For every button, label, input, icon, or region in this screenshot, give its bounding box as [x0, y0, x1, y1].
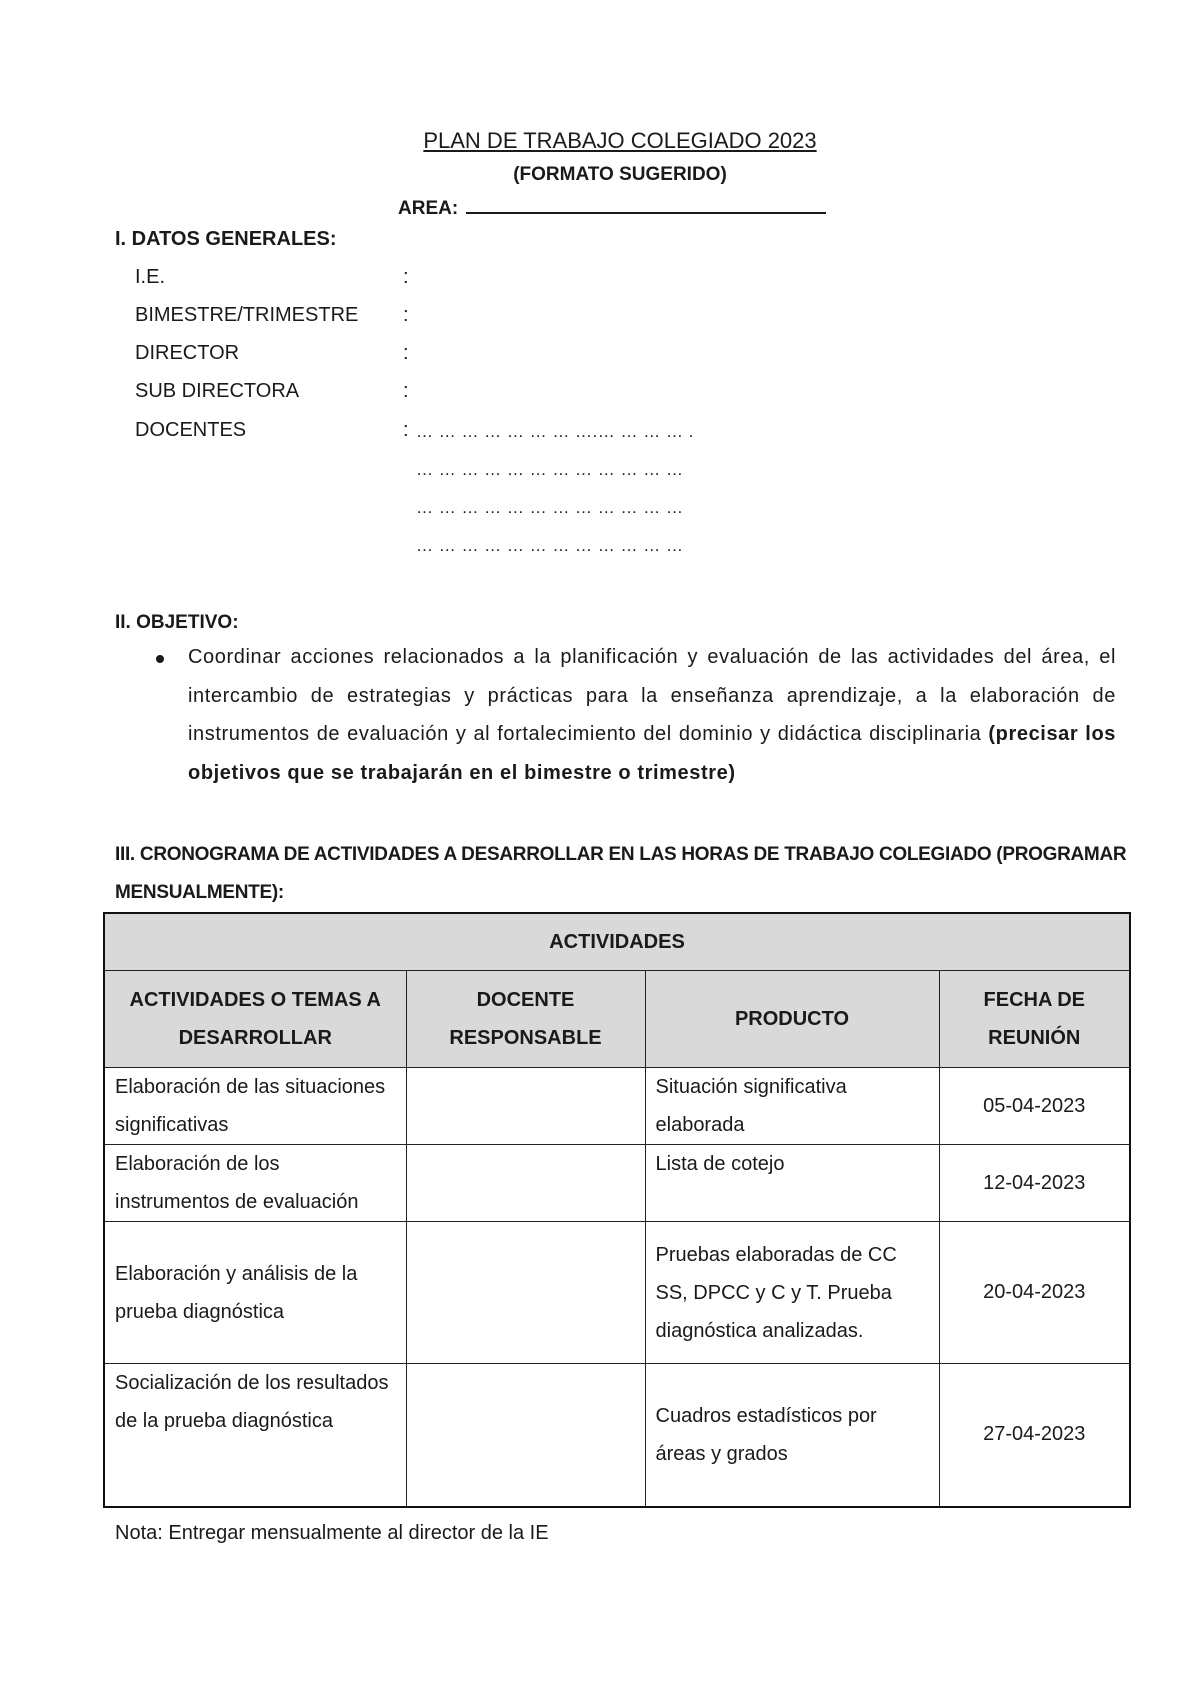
cell-docente	[406, 1222, 645, 1364]
footer-note: Nota: Entregar mensualmente al director de la IE	[115, 1522, 549, 1544]
field-colon: :	[403, 419, 409, 441]
activities-table	[103, 912, 1131, 1508]
docentes-line: … … … … … … … … … … … …	[416, 460, 684, 479]
docentes-line: … … … … … … … ….… … … … .	[416, 422, 694, 441]
header-producto: PRODUCTO	[645, 971, 939, 1068]
field-label-ie: I.E.	[135, 266, 166, 288]
table-row	[104, 1364, 1130, 1507]
cell-fecha: 27-04-2023	[939, 1364, 1130, 1507]
table-row	[104, 1068, 1130, 1145]
document-subtitle: (FORMATO SUGERIDO)	[513, 164, 727, 185]
area-label: AREA:	[398, 198, 459, 219]
objective-bold-text: (precisar los objetivos que se trabajarán en el bimestre o trimestre)	[188, 723, 1117, 784]
bullet-icon	[156, 655, 164, 663]
cell-fecha: 20-04-2023	[939, 1222, 1130, 1364]
objective-text: Coordinar acciones relacionados a la planificación y evaluación de las actividades del área, el intercambio de estrategias y prácticas para la enseñanza aprendizaje, a la elaboración de instrumentos de evaluación y al fortalecimiento del dominio y didáctica disciplinaria	[188, 646, 1116, 745]
area-field	[398, 196, 826, 220]
header-fecha: FECHA DE REUNIÓN	[939, 971, 1130, 1068]
table-row	[104, 1222, 1130, 1364]
header-docente: DOCENTE RESPONSABLE	[406, 971, 645, 1068]
cell-actividad: Socialización de los resultados de la prueba diagnóstica	[104, 1364, 406, 1507]
field-label-subdirectora: SUB DIRECTORA	[135, 380, 300, 402]
objective-paragraph	[188, 638, 1116, 792]
docentes-line: … … … … … … … … … … … …	[416, 536, 684, 555]
cell-producto: Pruebas elaboradas de CC SS, DPCC y C y T. Prueba diagnóstica analizadas.	[645, 1222, 939, 1364]
field-colon: :	[403, 304, 409, 326]
cell-actividad: Elaboración de las situaciones significativas	[104, 1068, 406, 1145]
area-blank-line	[466, 196, 826, 214]
cell-docente	[406, 1364, 645, 1507]
cell-docente	[406, 1145, 645, 1222]
cell-fecha: 12-04-2023	[939, 1145, 1130, 1222]
table-row	[104, 1145, 1130, 1222]
cell-actividad: Elaboración y análisis de la prueba diagnóstica	[104, 1222, 406, 1364]
section-2-heading: II. OBJETIVO:	[115, 612, 239, 633]
document-title: PLAN DE TRABAJO COLEGIADO 2023	[423, 128, 817, 153]
cell-actividad: Elaboración de los instrumentos de evaluación	[104, 1145, 406, 1222]
field-label-director: DIRECTOR	[135, 342, 240, 364]
field-colon: :	[403, 342, 409, 364]
field-colon: :	[403, 266, 409, 288]
section-1-heading: I. DATOS GENERALES:	[115, 228, 337, 250]
header-actividades: ACTIVIDADES O TEMAS A DESARROLLAR	[104, 971, 406, 1068]
section-3-heading: III. CRONOGRAMA DE ACTIVIDADES A DESARROLLAR EN LAS HORAS DE TRABAJO COLEGIADO (PROGRAMAR MENSUALMENTE):	[115, 844, 1127, 903]
cell-docente	[406, 1068, 645, 1145]
field-colon: :	[403, 380, 409, 402]
table-caption: ACTIVIDADES	[104, 913, 1130, 971]
field-label-docentes: DOCENTES	[135, 419, 247, 441]
cell-producto: Lista de cotejo	[645, 1145, 939, 1222]
cell-producto: Situación significativa elaborada	[645, 1068, 939, 1145]
cell-producto: Cuadros estadísticos por áreas y grados	[645, 1364, 939, 1507]
docentes-line: … … … … … … … … … … … …	[416, 498, 684, 517]
field-label-bimestre: BIMESTRE/TRIMESTRE	[135, 304, 359, 326]
cell-fecha: 05-04-2023	[939, 1068, 1130, 1145]
